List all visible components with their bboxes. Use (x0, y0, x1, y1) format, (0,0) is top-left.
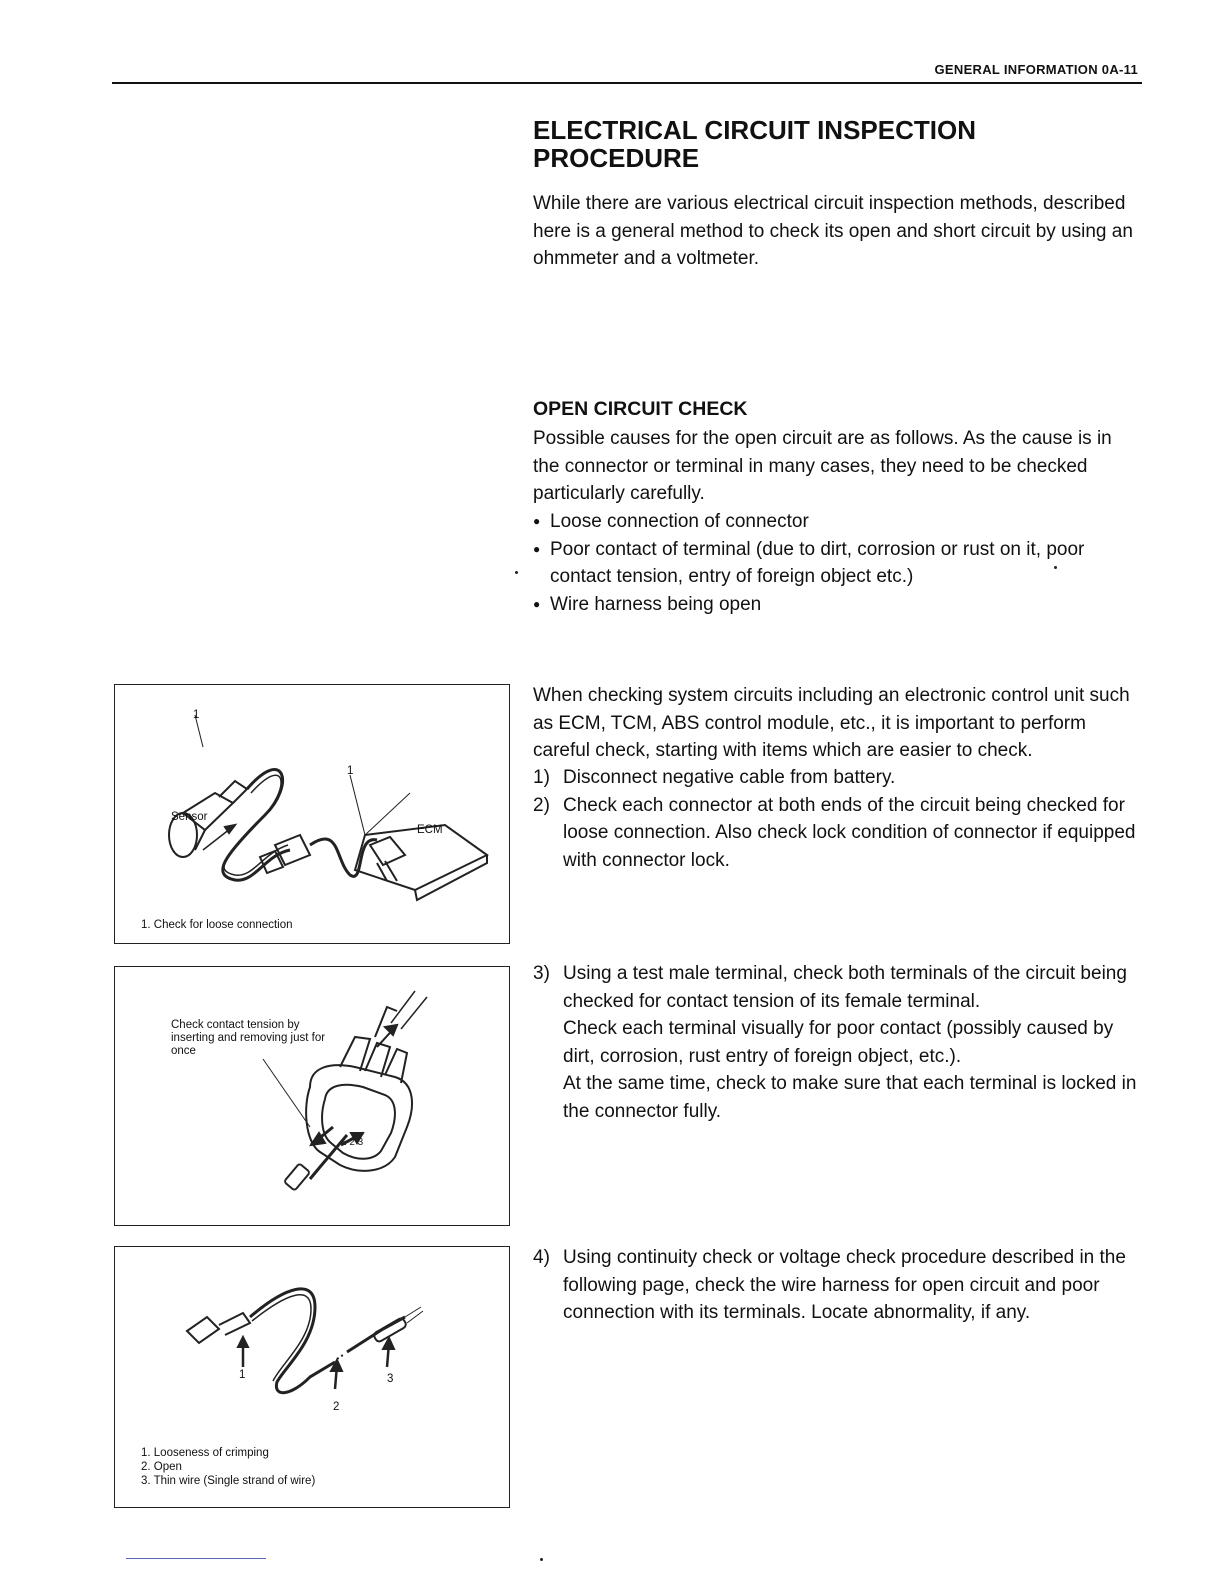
footer-rule (126, 1558, 266, 1559)
crimp-terminal (187, 1317, 219, 1343)
header-section-page: GENERAL INFORMATION 0A-11 (934, 62, 1138, 77)
procedure-steps-1-2 (533, 764, 1141, 874)
scan-speck (1054, 566, 1057, 569)
figure-wire-faults (114, 1246, 510, 1508)
open-circuit-causes-list (533, 508, 1141, 618)
callout-number: 3 (387, 1373, 394, 1385)
step-text-extra: Check each terminal visually for poor contact (possibly caused by dirt, corrosion, rust entry of foreign object, etc.). (563, 1018, 1114, 1067)
step-text: Disconnect negative cable from battery. (563, 767, 896, 788)
scan-speck (540, 1558, 543, 1561)
open-circuit-text: Possible causes for the open circuit are as follows. As the cause is in the connector or terminal in many cases, they need to be checked particularly carefully. (533, 428, 1112, 504)
callout-number: 1 (193, 709, 200, 721)
step-text: Using a test male terminal, check both terminals of the circuit being checked for contact tension of its female terminal. (563, 963, 1127, 1012)
figure-caption: 3. Thin wire (Single strand of wire) (141, 1475, 316, 1487)
page-header (112, 60, 1142, 84)
procedure-step-3 (533, 960, 1141, 1125)
figure-caption: 1. Check for loose connection (141, 919, 293, 931)
step-item (533, 1244, 1141, 1327)
callout-number: 1 (239, 1369, 246, 1381)
step-text: Using continuity check or voltage check procedure described in the following page, check the wire harness for open circuit and poor connection with its terminals. Locate abnormality, if any. (563, 1247, 1126, 1323)
list-item: ● Poor contact of terminal (due to dirt, corrosion or rust on it, poor contact tension, entry of foreign object etc.) (533, 536, 1141, 591)
figure-loose-connection (114, 684, 510, 944)
step-item (533, 792, 1141, 875)
step-number: 2) (533, 794, 550, 816)
figure-note-line: inserting and removing just for (171, 1032, 326, 1044)
svg-text:1 2 3: 1 2 3 (341, 1137, 364, 1148)
figure-contact-tension (114, 966, 510, 1226)
step-item (533, 960, 1141, 1125)
step-item (533, 764, 1141, 792)
figure-note-line: Check contact tension by (171, 1019, 300, 1031)
step-text-extra: At the same time, check to make sure that each terminal is locked in the connector fully. (563, 1073, 1137, 1122)
list-item: ● Wire harness being open (533, 591, 1141, 619)
open-circuit-heading: OPEN CIRCUIT CHECK (533, 398, 748, 420)
sensor-label: Sensor (171, 811, 208, 823)
procedure-step-4 (533, 1244, 1141, 1327)
connector-illustration (115, 967, 509, 1225)
procedure-intro: When checking system circuits including an electronic control unit such as ECM, TCM, ABS control module, etc., it is important to perform careful check, starting with items which are easier to check. (533, 685, 1130, 761)
step-number: 4) (533, 1247, 550, 1268)
step-number: 3) (533, 963, 550, 984)
step-text: Check each connector at both ends of the circuit being checked for loose connection. Also check lock condition of connector if equipped with connector lock. (563, 794, 1136, 871)
list-item: ● Loose connection of connector (533, 508, 1141, 536)
figure-note-line: once (171, 1045, 196, 1057)
callout-number: 1 (347, 765, 354, 777)
figure-caption: 2. Open (141, 1461, 182, 1473)
section-title: ELECTRICAL CIRCUIT INSPECTION PROCEDURE (533, 115, 976, 173)
intro-paragraph: While there are various electrical circuit inspection methods, described here is a general method to check its open and short circuit by using an ohmmeter and a voltmeter. (533, 193, 1133, 269)
scan-speck (515, 571, 518, 574)
callout-number: 2 (333, 1401, 340, 1413)
step-number: 1) (533, 767, 550, 788)
figure-caption: 1. Looseness of crimping (141, 1447, 269, 1459)
ecm-label: ECM (417, 824, 443, 836)
